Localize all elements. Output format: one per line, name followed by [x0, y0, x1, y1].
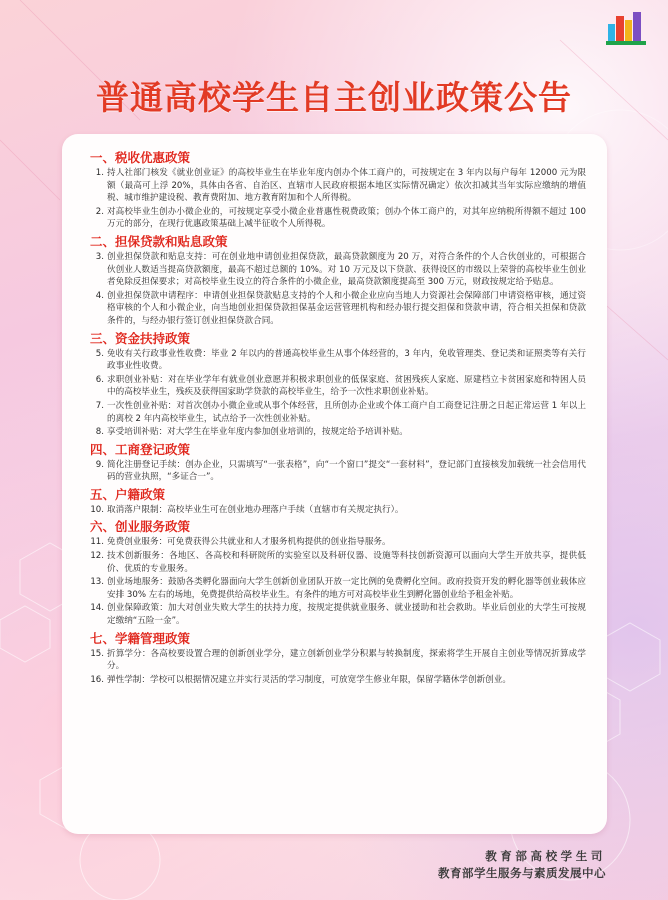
policy-item [86, 400, 586, 425]
policy-item [86, 536, 586, 549]
policy-item-text: 简化注册登记手续：创办企业，只需填写“一张表格”，向“一个窗口”提交“一套材料”，登记部门直接核发加载统一社会信用代码的营业执照，“多证合一”。 [107, 459, 586, 483]
policy-item [86, 167, 586, 205]
policy-item [86, 348, 586, 373]
policy-item-number: 11. [90, 537, 104, 548]
issuer-line-2: 教育部学生服务与素质发展中心 [438, 866, 606, 880]
policy-item-text: 创业担保贷款和贴息支持：可在创业地申请创业担保贷款，最高贷款额度为 20 万，对符合条件的个人合伙创业的，可根据合伙创业人数适当提高贷款额度，最高不超过总额的 10%。对 10 万元及以下贷款、获得设区的市级以上荣誉的高校毕业生创业者免除反担保要求；对高校毕业生设立的符合条件的小微企业，最高贷款额度提高至 300 万元，财政按规定给予贴息。 [107, 251, 586, 288]
policy-item-number: 10. [90, 504, 104, 515]
policy-section [86, 631, 586, 687]
policy-item [86, 504, 586, 517]
policy-section [86, 442, 586, 484]
policy-item-number: 15. [90, 648, 104, 659]
policy-item-text: 对高校毕业生创办小微企业的，可按规定享受小微企业普惠性税费政策；创办个体工商户的，对其年应纳税所得额不超过 100 万元的部分，在现行优惠政策基础上减半征收个人所得税。 [107, 206, 586, 230]
policy-item-text: 免费创业服务：可免费获得公共就业和人才服务机构提供的创业指导服务。 [107, 537, 391, 548]
policy-item-number: 16. [90, 674, 104, 685]
policy-item [86, 674, 586, 687]
policy-list [86, 150, 586, 689]
policy-item-number: 14. [90, 603, 104, 614]
policy-item-text: 弹性学制：学校可以根据情况建立并实行灵活的学习制度，可放宽学生修业年限，保留学籍休学创新创业。 [107, 674, 511, 685]
section-heading: 六、创业服务政策 [90, 519, 191, 535]
section-heading: 一、税收优惠政策 [90, 150, 191, 165]
policy-section [86, 487, 586, 517]
policy-item-text: 免收有关行政事业性收费：毕业 2 年以内的普通高校毕业生从事个体经营的，3 年内，免收管理类、登记类和证照类等有关行政事业性收费。 [107, 348, 586, 372]
policy-item [86, 290, 586, 328]
policy-item-number: 7. [95, 400, 104, 411]
policy-item-text: 享受培训补贴：对大学生在毕业年度内参加创业培训的，按规定给予培训补贴。 [107, 427, 408, 438]
policy-section [86, 234, 586, 328]
policy-item-text: 求职创业补贴：对在毕业学年有就业创业意愿并积极求职创业的低保家庭、贫困残疾人家庭、原建档立卡贫困家庭和特困人员中的高校毕业生，残疾及获得国家助学贷款的高校毕业生，给予一次性求职创业补贴。 [107, 374, 586, 398]
policy-item-number: 6. [95, 374, 104, 385]
page-title: 普通高校学生自主创业政策公告 [96, 78, 572, 117]
policy-item [86, 550, 586, 575]
policy-item-number: 5. [95, 348, 104, 359]
policy-item [86, 426, 586, 439]
policy-item-text: 折算学分：各高校要设置合理的创新创业学分，建立创新创业学分积累与转换制度，探索将学生开展自主创业等情况折算成学分。 [107, 648, 586, 672]
policy-item-text: 取消落户限制：高校毕业生可在创业地办理落户手续（直辖市有关规定执行）。 [107, 504, 404, 515]
policy-item [86, 459, 586, 484]
policy-item-number: 4. [95, 290, 104, 301]
section-heading: 二、担保贷款和贴息政策 [90, 233, 228, 249]
policy-section [86, 519, 586, 627]
policy-item-text: 一次性创业补贴：对首次创办小微企业或从事个体经营，且所创办企业或个体工商户自工商登记注册之日起正常运营 1 年以上的离校 2 年内高校毕业生，试点给予一次性创业补贴。 [107, 400, 586, 424]
city-buildings-logo-icon [606, 10, 646, 46]
issuer-signature [438, 848, 606, 882]
policy-item-number: 1. [95, 168, 104, 178]
policy-section [86, 150, 586, 231]
section-heading: 五、户籍政策 [90, 486, 166, 502]
policy-item-text: 创业保障政策：加大对创业失败大学生的扶持力度，按规定提供就业服务、就业援助和社会救助。毕业后创业的大学生可按规定缴纳“五险一金”。 [107, 603, 586, 627]
policy-item-number: 3. [95, 251, 104, 262]
policy-item [86, 648, 586, 673]
policy-item [86, 206, 586, 231]
policy-item-number: 8. [95, 427, 104, 438]
policy-item [86, 576, 586, 601]
policy-item-number: 13. [90, 577, 104, 588]
policy-section [86, 331, 586, 439]
issuer-line-1: 教育部高校学生司 [485, 849, 606, 863]
policy-item-text: 持人社部门核发《就业创业证》的高校毕业生在毕业年度内创办个体工商户的，可按规定在 3 年内以每户每年 12000 元为限额（最高可上浮 20%，具体由各省、自治区、直辖市人民政府根据本地区实际情况确定）依次扣减其当年实际应缴纳的增值税、城市维护建设税、教育费附加、地方教育附加和个人所得税。 [107, 168, 586, 204]
policy-item [86, 602, 586, 627]
policy-item-number: 9. [95, 459, 104, 470]
policy-item-text: 创业担保贷款申请程序：申请创业担保贷款贴息支持的个人和小微企业应向当地人力资源社会保障部门申请资格审核，通过资格审核的个人和小微企业，向当地创业担保贷款担保基金运营管理机构和经办银行提交担保和贷款申请，符合相关担保和贷款条件的，与经办银行签订创业担保贷款合同。 [107, 290, 586, 326]
policy-item-text: 技术创新服务：各地区、各高校和科研院所的实验室以及科研仪器、设施等科技创新资源可以面向大学生开放共享，提供低价、优质的专业服务。 [107, 551, 586, 574]
section-heading: 三、资金扶持政策 [90, 330, 191, 346]
section-heading: 七、学籍管理政策 [90, 630, 191, 646]
policy-item [86, 374, 586, 399]
policy-item [86, 251, 586, 289]
policy-item-number: 2. [95, 206, 104, 217]
policy-item-text: 创业场地服务：鼓励各类孵化器面向大学生创新创业团队开放一定比例的免费孵化空间。政府投资开发的孵化器等创业载体应安排 30% 左右的场地，免费提供给高校毕业生。有条件的地方可对高校毕业生到孵化器创业给予租金补贴。 [107, 577, 586, 600]
policy-item-number: 12. [90, 551, 104, 562]
section-heading: 四、工商登记政策 [90, 441, 191, 457]
